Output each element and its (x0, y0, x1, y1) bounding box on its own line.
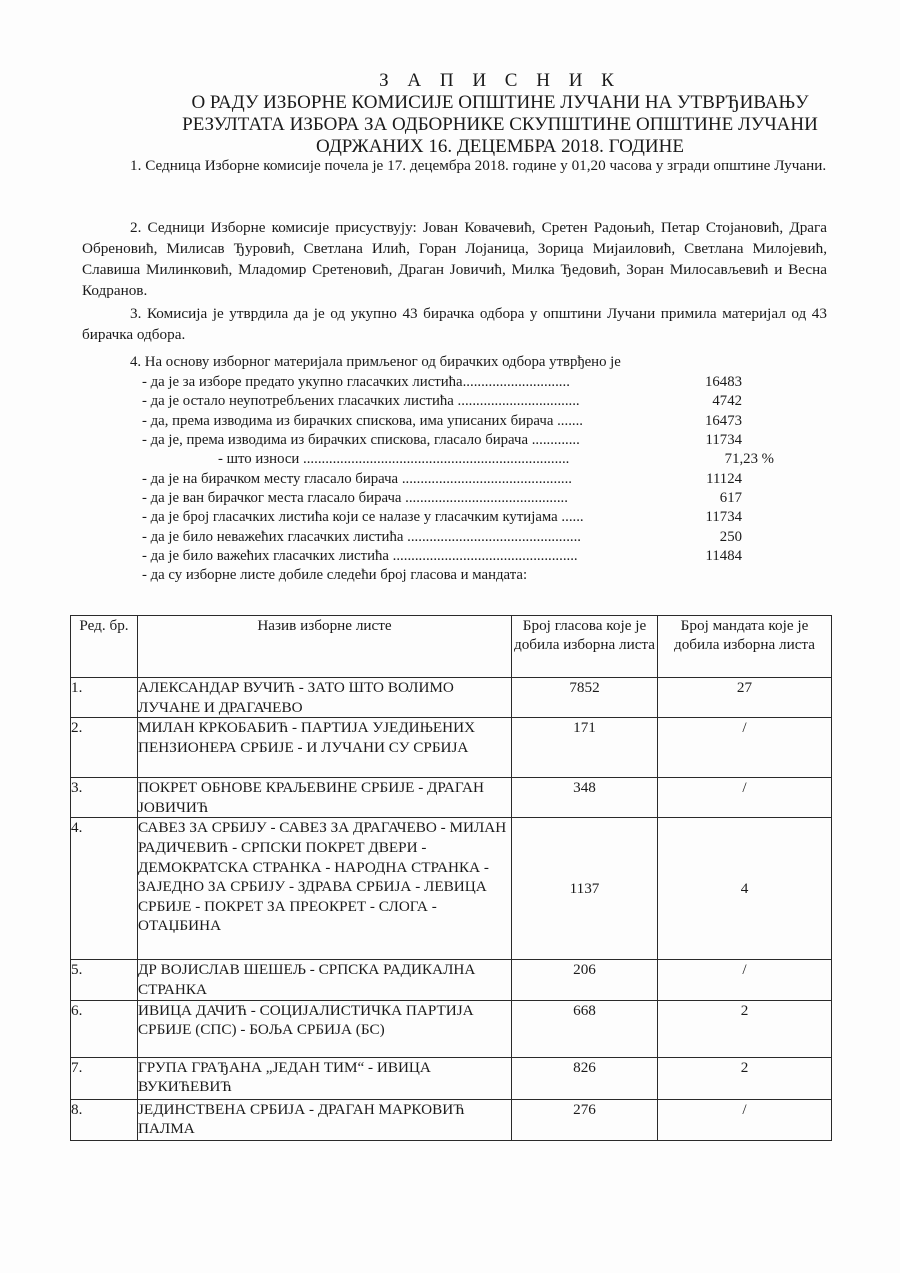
paragraph-session-start (82, 155, 827, 176)
row-mandates: / (658, 778, 832, 818)
stat-value: 71,23 % (724, 451, 774, 467)
row-number: 1. (71, 678, 138, 718)
row-list-name: АЛЕКСАНДАР ВУЧИЋ - ЗАТО ШТО ВОЛИМО ЛУЧАНЕ И ДРАГАЧЕВО (138, 678, 512, 718)
row-number: 6. (71, 1000, 138, 1057)
stat-value: 11124 (706, 471, 742, 487)
stat-value: 4742 (712, 393, 742, 409)
row-list-name: САВЕЗ ЗА СРБИЈУ - САВЕЗ ЗА ДРАГАЧЕВО - МИЛАН РАДИЧЕВИЋ - СРПСКИ ПОКРЕТ ДВЕРИ - ДЕМОКРАТСКА СТРАНКА - НАРОДНА СТРАНКА - ЗАЈЕДНО ЗА СРБИЈУ - ЗДРАВА СРБИЈА - ЛЕВИЦА СРБИЈЕ - ПОКРЕТ ЗА ПРЕОКРЕТ - СЛОГА - ОТАЏБИНА (138, 818, 512, 960)
stat-label: - да је остало неупотребљених гласачких листића ................................. (142, 393, 580, 409)
results-table-header (71, 616, 832, 678)
stat-value: 617 (719, 490, 742, 506)
row-votes: 668 (512, 1000, 658, 1057)
stat-label: - да је за изборе предато укупно гласачких листића............................. (142, 374, 570, 390)
stat-label: - да је било неважећих гласачких листића ............................................... (142, 529, 582, 545)
header-votes: Број гласова које је добила изборна листа (512, 616, 658, 678)
row-votes: 206 (512, 960, 658, 1000)
row-mandates: 2 (658, 1057, 832, 1099)
stat-value: 11734 (705, 432, 742, 448)
table-row (71, 1057, 832, 1099)
document-header (0, 70, 900, 158)
table-row (71, 1099, 832, 1140)
stat-label: - да је број гласачких листића који се налазе у гласачким кутијама ...... (142, 509, 584, 525)
paragraph-polling-boards (82, 303, 827, 345)
row-votes: 348 (512, 778, 658, 818)
row-number: 2. (71, 718, 138, 778)
row-votes: 171 (512, 718, 658, 778)
stat-label: - што износи ........................................................................ (218, 451, 570, 467)
header-number: Ред. бр. (71, 616, 138, 678)
stat-label: - да, према изводима из бирачких спискова, има уписаних бирача ....... (142, 413, 583, 429)
row-list-name: ДР ВОЈИСЛАВ ШЕШЕЉ - СРПСКА РАДИКАЛНА СТРАНКА (138, 960, 512, 1000)
stat-label: - да је било важећих гласачких листића .................................................. (142, 548, 578, 564)
document-subtitle-line-3: ОДРЖАНИХ 16. ДЕЦЕМБРА 2018. ГОДИНЕ (316, 136, 684, 157)
header-list-name: Назив изборне листе (138, 616, 512, 678)
row-number: 3. (71, 778, 138, 818)
stat-value: 11484 (705, 548, 742, 564)
paragraph-attendees (82, 217, 827, 301)
header-mandates: Број мандата које је добила изборна листа (658, 616, 832, 678)
table-row (71, 960, 832, 1000)
table-row (71, 818, 832, 960)
table-row (71, 718, 832, 778)
results-table (70, 615, 832, 1141)
row-mandates: / (658, 960, 832, 1000)
paragraph-attendees-text: 2. Седници Изборне комисије присуствују: Јован Ковачевић, Сретен Радоњић, Петар Стојановић, Драга Обреновић, Милисав Ђуровић, Светлана Илић, Горан Лојаница, Зорица Мијаиловић, Светлана Милојевић, Славиша Милинковић, Младомир Сретеновић, Драган Јовичић, Милка Ђедовић, Зоран Милосављевић и Весна Кодранов. (82, 219, 827, 299)
row-votes: 1137 (512, 818, 658, 960)
row-list-name: ЈЕДИНСТВЕНА СРБИЈА - ДРАГАН МАРКОВИЋ ПАЛМА (138, 1099, 512, 1140)
row-mandates: / (658, 1099, 832, 1140)
document-title: З А П И С Н И К (379, 70, 621, 91)
row-votes: 826 (512, 1057, 658, 1099)
row-mandates: 4 (658, 818, 832, 960)
table-row (71, 678, 832, 718)
table-row (71, 778, 832, 818)
stat-value: 250 (719, 529, 742, 545)
row-number: 4. (71, 818, 138, 960)
row-number: 8. (71, 1099, 138, 1140)
row-votes: 7852 (512, 678, 658, 718)
row-votes: 276 (512, 1099, 658, 1140)
stat-value: 16483 (705, 374, 742, 390)
row-mandates: 2 (658, 1000, 832, 1057)
paragraph-polling-boards-text: 3. Комисија је утврдила да је од укупно 43 бирачка одбора у општини Лучани примила материјал од 43 бирачка одбора. (82, 305, 827, 343)
row-list-name: МИЛАН КРКОБАБИЋ - ПАРТИЈА УЈЕДИЊЕНИХ ПЕНЗИОНЕРА СРБИЈЕ - И ЛУЧАНИ СУ СРБИЈА (138, 718, 512, 778)
row-number: 5. (71, 960, 138, 1000)
row-mandates: 27 (658, 678, 832, 718)
stat-label: - да је на бирачком месту гласало бирача .............................................. (142, 471, 572, 487)
paragraph-session-start-text: 1. Седница Изборне комисије почела је 17. децембра 2018. године у 01,20 часова у згради општине Лучани. (130, 157, 827, 174)
row-list-name: ИВИЦА ДАЧИЋ - СОЦИЈАЛИСТИЧКА ПАРТИЈА СРБИЈЕ (СПС) - БОЉА СРБИЈА (БС) (138, 1000, 512, 1057)
row-list-name: ПОКРЕТ ОБНОВЕ КРАЉЕВИНЕ СРБИЈЕ - ДРАГАН ЈОВИЧИЋ (138, 778, 512, 818)
document-subtitle-line-1: О РАДУ ИЗБОРНЕ КОМИСИЈЕ ОПШТИНЕ ЛУЧАНИ НА УТВРЂИВАЊУ (191, 92, 809, 113)
stat-value: 16473 (705, 413, 742, 429)
stat-label: - да је ван бирачког места гласало бирача ............................................ (142, 490, 568, 506)
document-subtitle-line-2: РЕЗУЛТАТА ИЗБОРА ЗА ОДБОРНИКЕ СКУПШТИНЕ ОПШТИНЕ ЛУЧАНИ (182, 114, 818, 135)
table-row (71, 1000, 832, 1057)
statistics-heading: 4. На основу изборног материјала примљеног од бирачких одбора утврђено је (130, 354, 621, 370)
stat-label: - да је, према изводима из бирачких спискова, гласало бирача ............. (142, 432, 580, 448)
statistics-closing-text: - да су изборне листе добиле следећи број гласова и мандата: (142, 567, 528, 583)
row-list-name: ГРУПА ГРАЂАНА „ЈЕДАН ТИМ“ - ИВИЦА ВУКИЋЕВИЋ (138, 1057, 512, 1099)
row-number: 7. (71, 1057, 138, 1099)
stat-value: 11734 (705, 509, 742, 525)
row-mandates: / (658, 718, 832, 778)
